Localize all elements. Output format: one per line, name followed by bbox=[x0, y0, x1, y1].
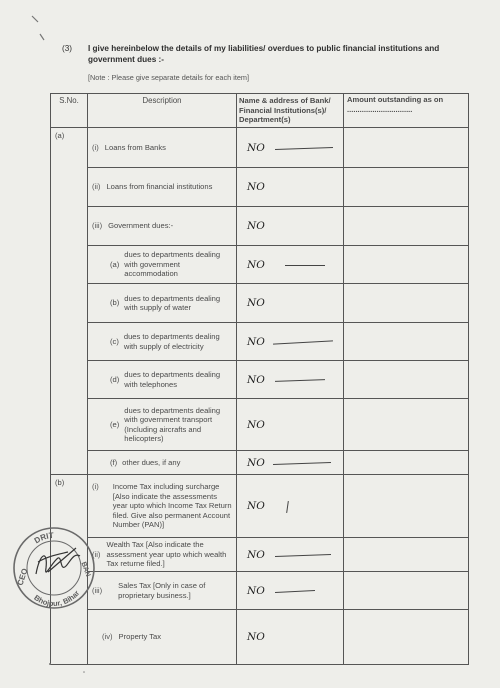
amount-cell bbox=[344, 361, 469, 399]
liabilities-table bbox=[50, 93, 469, 665]
description-cell bbox=[88, 207, 237, 246]
table-row bbox=[51, 168, 469, 207]
table-row bbox=[51, 246, 469, 284]
description-cell bbox=[88, 475, 237, 538]
description-text: Property Tax bbox=[118, 632, 162, 642]
handwritten-answer bbox=[237, 207, 344, 246]
description-cell bbox=[88, 572, 237, 610]
handwritten-answer bbox=[237, 128, 344, 168]
handwritten-answer bbox=[237, 572, 344, 610]
ink-stroke bbox=[275, 554, 331, 557]
sub-item-label: (e) bbox=[110, 419, 120, 429]
table-row bbox=[51, 207, 469, 246]
amount-cell bbox=[344, 572, 469, 610]
handwritten-answer bbox=[237, 475, 344, 538]
description-text: dues to departments dealing with telephones bbox=[124, 370, 221, 389]
roman-numeral: (iii) bbox=[92, 221, 103, 231]
table-row bbox=[51, 361, 469, 399]
answer-text: NO bbox=[247, 258, 265, 271]
table-header-row bbox=[51, 94, 469, 128]
answer-text: NO bbox=[247, 500, 265, 512]
answer-text: NO bbox=[247, 335, 265, 348]
amount-cell bbox=[344, 538, 469, 572]
amount-cell bbox=[344, 610, 469, 665]
answer-text: NO bbox=[247, 297, 265, 309]
ink-stroke bbox=[286, 501, 289, 513]
answer-text: NO bbox=[247, 373, 265, 386]
description-cell bbox=[88, 399, 237, 451]
sub-item-label: (b) bbox=[110, 298, 120, 308]
stamp-top-text: DRIT bbox=[32, 530, 55, 546]
description-text: Wealth Tax [Also indicate the assessment year upto which wealth Tax returne filed.] bbox=[106, 540, 227, 569]
header-description: Description bbox=[88, 94, 237, 128]
scan-mark bbox=[28, 14, 48, 44]
amount-cell bbox=[344, 323, 469, 361]
table-row bbox=[51, 284, 469, 323]
description-text: Loans from Banks bbox=[104, 142, 166, 152]
sub-item-label: (c) bbox=[110, 336, 119, 346]
stamp-side-text: BAN bbox=[79, 561, 92, 578]
answer-text: NO bbox=[247, 181, 265, 193]
header-sno: S.No. bbox=[51, 94, 88, 128]
table-row bbox=[51, 572, 469, 610]
table-row bbox=[51, 451, 469, 475]
header-amount: Amount outstanding as on ............................... bbox=[344, 94, 469, 128]
sub-item-label: (f) bbox=[110, 457, 118, 467]
amount-cell bbox=[344, 475, 469, 538]
amount-cell bbox=[344, 451, 469, 475]
table-row bbox=[51, 538, 469, 572]
handwritten-answer bbox=[237, 246, 344, 284]
section-heading-text: I give hereinbelow the details of my liabilities/ overdues to public financial institutions and government dues :- bbox=[88, 44, 440, 64]
table-row bbox=[51, 475, 469, 538]
amount-cell bbox=[344, 128, 469, 168]
roman-numeral: (ii) bbox=[92, 549, 101, 559]
description-cell bbox=[88, 361, 237, 399]
roman-numeral: (ii) bbox=[92, 182, 101, 192]
handwritten-answer bbox=[237, 538, 344, 572]
description-cell bbox=[88, 246, 237, 284]
scan-mark bbox=[44, 660, 94, 680]
ink-stroke bbox=[273, 340, 333, 344]
roman-numeral: (iii) bbox=[92, 585, 103, 595]
ink-stroke bbox=[285, 265, 325, 266]
table-row bbox=[51, 323, 469, 361]
stamp-left-text: CEO bbox=[15, 567, 30, 587]
table-row bbox=[51, 399, 469, 451]
sub-item-label: (a) bbox=[110, 259, 120, 269]
description-cell bbox=[88, 284, 237, 323]
section-note: [Note : Please give separate details for each item] bbox=[88, 73, 250, 82]
ink-stroke bbox=[275, 379, 325, 382]
roman-numeral: (i) bbox=[92, 142, 99, 152]
handwritten-answer bbox=[237, 451, 344, 475]
sub-item-label: (d) bbox=[110, 374, 120, 384]
stamp-bottom-text: Bhojpur, Bihar bbox=[32, 588, 82, 609]
answer-text: NO bbox=[247, 631, 265, 643]
header-name-address: Name & address of Bank/ Financial Institutions(s)/ Department(s) bbox=[237, 94, 344, 128]
answer-text: NO bbox=[247, 418, 265, 431]
description-cell bbox=[88, 538, 237, 572]
handwritten-answer bbox=[237, 399, 344, 451]
description-cell bbox=[88, 610, 237, 665]
description-cell bbox=[88, 323, 237, 361]
handwritten-answer bbox=[237, 361, 344, 399]
ink-stroke bbox=[273, 461, 331, 464]
description-text: dues to departments dealing with government accommodation bbox=[124, 250, 221, 279]
description-text: Sales Tax [Only in case of proprietary business.] bbox=[118, 581, 206, 600]
roman-numeral: (i) bbox=[92, 482, 99, 492]
description-text: dues to departments dealing with supply of electricity bbox=[123, 332, 220, 351]
handwritten-answer bbox=[237, 323, 344, 361]
row-label-a: (a) bbox=[51, 128, 88, 475]
amount-cell bbox=[344, 207, 469, 246]
answer-text: NO bbox=[247, 456, 265, 469]
description-cell bbox=[88, 128, 237, 168]
description-text: Income Tax including surcharge [Also indicate the assessments year upto which Income Tax Return filed. Give also permanent Account Number (PAN)] bbox=[112, 482, 232, 530]
table-row bbox=[51, 128, 469, 168]
description-text: Loans from financial institutions bbox=[106, 182, 213, 192]
description-text: other dues, if any bbox=[122, 457, 181, 467]
answer-text: NO bbox=[247, 141, 265, 154]
description-text: dues to departments dealing with supply of water bbox=[124, 293, 221, 312]
handwritten-answer bbox=[237, 610, 344, 665]
description-cell bbox=[88, 168, 237, 207]
section-number: (3) bbox=[62, 44, 73, 53]
roman-numeral: (iv) bbox=[102, 632, 113, 642]
amount-cell bbox=[344, 168, 469, 207]
description-text: dues to departments dealing with government transport (Including aircrafts and helicopters) bbox=[124, 405, 221, 443]
answer-text: NO bbox=[247, 548, 265, 561]
answer-text: NO bbox=[247, 584, 265, 597]
row-label-b: (b) bbox=[51, 475, 88, 665]
handwritten-answer bbox=[237, 284, 344, 323]
ink-stroke bbox=[275, 589, 315, 592]
description-cell bbox=[88, 451, 237, 475]
answer-text: NO bbox=[247, 220, 265, 232]
amount-cell bbox=[344, 246, 469, 284]
description-text: Government dues:- bbox=[108, 221, 174, 231]
ink-stroke bbox=[275, 146, 333, 149]
handwritten-answer bbox=[237, 168, 344, 207]
table-row bbox=[51, 610, 469, 665]
amount-cell bbox=[344, 284, 469, 323]
amount-cell bbox=[344, 399, 469, 451]
